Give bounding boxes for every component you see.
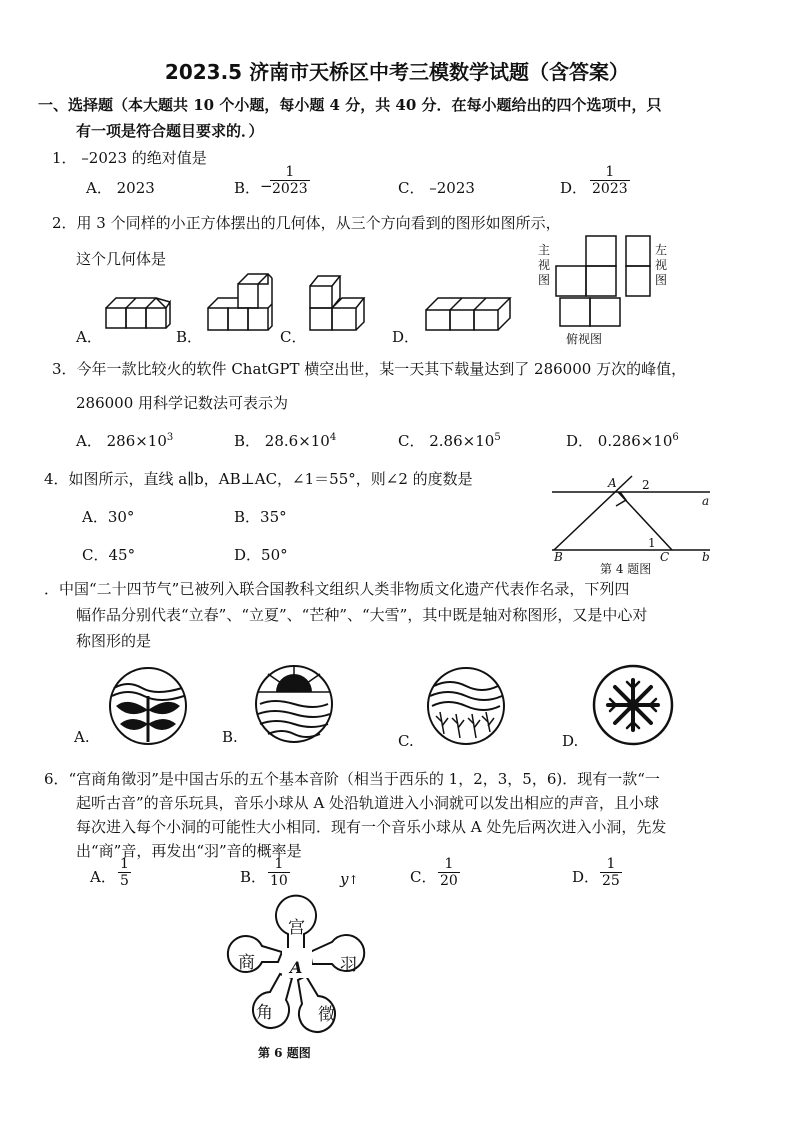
q4-option-c: C．45° (82, 546, 136, 564)
q5-option-d-emblem (592, 664, 674, 746)
q6-y-mark (340, 870, 359, 888)
q1-option-b-fraction (270, 164, 310, 197)
q6-option-c-label: C． (410, 868, 437, 886)
q3-option-a (76, 430, 173, 451)
y-letter: y (340, 870, 349, 888)
q6-option-b-label: B． (240, 868, 267, 886)
note-gong: 宫 (288, 918, 305, 938)
q6-stem-cont2: 每次进入每个小洞的可能性大小相同．现有一个音乐小球从 A 处先后两次进入小洞，先发 (76, 818, 667, 836)
q5-stem-cont2: 称图形的是 (76, 632, 152, 650)
q6-option-c-fraction (438, 856, 460, 889)
q6-stem: 6．“宫商角徵羽”是中国古乐的五个基本音阶（相当于西乐的 1，2，3，5，6)．现有一款“一 (44, 770, 660, 788)
numerator: 1 (120, 856, 129, 872)
q6-stem-cont: 起听古音”的音乐玩具，音乐小球从 A 处沿轨道进入小洞就可以发出相应的声音，且小球 (76, 794, 660, 812)
q3-option-c-base: C． 2.86×10 (398, 432, 495, 450)
q1-option-b-label: B． (234, 179, 261, 197)
q5-stem: ．中国“二十四节气”已被列入联合国教科文组织人类非物质文化遗产代表作名录，下列四 (44, 580, 630, 598)
q2-option-b-solid (206, 272, 276, 342)
label-A: A (608, 476, 617, 490)
note-jue: 角 (256, 1003, 273, 1023)
page-title: 2023.5 济南市天桥区中考三模数学试题（含答案） (164, 60, 630, 84)
q5-option-a-emblem (108, 666, 188, 746)
q5-option-b: B. (222, 728, 238, 746)
label-2: 2 (642, 478, 650, 492)
q4-option-d: D．50° (234, 546, 288, 564)
q2-stem: 2．用 3 个同样的小正方体摆出的几何体，从三个方向看到的图形如图所示， (52, 214, 561, 232)
q2-stem-cont: 这个几何体是 (76, 250, 167, 268)
q2-option-a: A． (76, 328, 102, 346)
numerator: 1 (606, 856, 616, 872)
q2-option-a-solid (104, 290, 170, 340)
label-B: B (554, 550, 563, 564)
q2-option-c: C． (280, 328, 307, 346)
q3-option-b-exp: 4 (329, 432, 337, 443)
q4-stem: 4．如图所示，直线 a∥b，AB⊥AC，∠1＝55°，则∠2 的度数是 (44, 470, 473, 488)
q3-option-b (234, 430, 336, 451)
q1-option-c: C． –2023 (398, 179, 475, 197)
q5-option-b-emblem (254, 664, 334, 744)
q2-option-c-solid (308, 272, 378, 342)
q6-option-b-fraction (268, 856, 290, 889)
label-1: 1 (648, 536, 656, 550)
main-view-label: 主视图 (538, 243, 551, 287)
section-heading: 一、选择题（本大题共 10 个小题，每小题 4 分，共 40 分．在每小题给出的四个选项中，只 (38, 96, 662, 114)
q6-figure-caption: 第 6 题图 (258, 1046, 311, 1060)
note-shang: 商 (238, 953, 255, 973)
q4-figure-caption: 第 4 题图 (600, 562, 652, 576)
q4-option-a: A．30° (82, 508, 135, 526)
denominator: 2023 (592, 181, 628, 197)
q6-option-a-label: A． (90, 868, 116, 886)
q1-stem: 1． –2023 的绝对值是 (52, 149, 207, 167)
start-point-A: A (290, 958, 303, 977)
section-heading-cont: 有一项是符合题目要求的．） (76, 122, 264, 140)
q5-option-a: A. (74, 728, 90, 746)
q5-stem-cont: 幅作品分别代表“立春”、“立夏”、“芒种”、“大雪”，其中既是轴对称图形，又是中心对 (76, 606, 648, 624)
q3-option-a-exp: 3 (166, 432, 174, 443)
q4-geometry-figure (548, 470, 718, 562)
q1-option-d-label: D． (560, 179, 588, 197)
q3-option-c (398, 430, 501, 451)
denominator: 5 (120, 873, 129, 889)
numerator: 1 (444, 856, 454, 872)
q4-option-b: B．35° (234, 508, 287, 526)
top-view-label: 俯视图 (566, 332, 603, 346)
denominator: 25 (602, 873, 620, 889)
denominator: 2023 (272, 181, 308, 197)
note-zhi: 徵 (318, 1005, 335, 1025)
q6-option-d-fraction (600, 856, 622, 889)
up-arrow-icon: ↑ (348, 873, 359, 887)
q6-option-a-fraction (118, 856, 131, 889)
q5-option-c: C. (398, 732, 414, 750)
q3-option-d-exp: 6 (672, 432, 679, 443)
label-C: C (660, 550, 670, 564)
q5-option-c-emblem (426, 666, 506, 746)
q2-option-b: B． (176, 328, 203, 346)
left-view-label: 左视图 (655, 243, 668, 287)
q3-stem-cont: 286000 用科学记数法可表示为 (76, 394, 289, 412)
numerator: 1 (285, 164, 295, 180)
q1-option-a: A． 2023 (86, 179, 155, 197)
numerator: 1 (274, 856, 284, 872)
q1-option-d-fraction (590, 164, 630, 197)
numerator: 1 (605, 164, 615, 180)
q3-option-c-exp: 5 (494, 432, 501, 443)
q2-option-d: D． (392, 328, 420, 346)
q3-option-d (566, 430, 679, 451)
q1-option-b-sign: − (260, 177, 273, 195)
q3-option-d-base: D． 0.286×10 (566, 432, 673, 450)
q3-stem: 3．今年一款比较火的软件 ChatGPT 横空出世，某一天其下载量达到了 286000 万次的峰值， (52, 360, 687, 378)
denominator: 10 (270, 873, 288, 889)
note-yu: 羽 (340, 955, 357, 975)
q6-option-d-label: D． (572, 868, 600, 886)
q6-stem-cont3: 出“商”音，再发出“羽”音的概率是 (76, 842, 302, 860)
q5-option-d: D. (562, 732, 579, 750)
q3-option-a-base: A． 286×10 (76, 432, 167, 450)
denominator: 20 (440, 873, 458, 889)
q2-option-d-solid (424, 292, 510, 342)
label-b: b (702, 550, 710, 564)
q3-option-b-base: B． 28.6×10 (234, 432, 330, 450)
label-a: a (702, 494, 710, 508)
